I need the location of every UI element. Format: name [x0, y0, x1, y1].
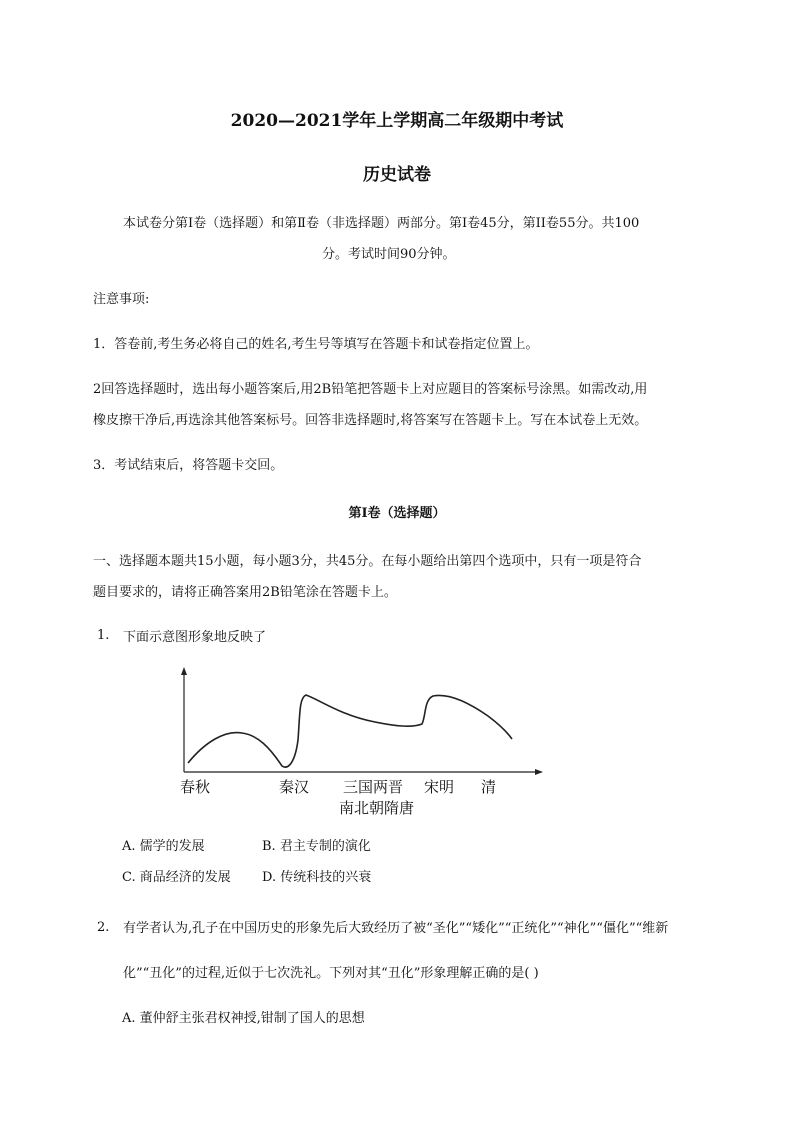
question-2-number: 2.	[97, 920, 110, 935]
notice-item-3: 3．考试结束后，将答题卡交回。	[93, 458, 284, 473]
exam-title: 2020—2021学年上学期高二年级期中考试	[230, 111, 564, 131]
question-1-text: 下面示意图形象地反映了	[123, 630, 267, 645]
section-desc-line-1: 一、选择题本题共15小题，每小题3分，共45分。在每小题给出第四个选项中，只有一项是符合	[93, 554, 642, 569]
q1-option-d: D. 传统科技的兴衰	[262, 870, 372, 885]
exam-subtitle: 历史试卷	[363, 165, 431, 185]
x-label-nanbeichao: 南北朝隋唐	[339, 799, 415, 817]
q1-option-c: C. 商品经济的发展	[122, 870, 231, 885]
x-label-chunqiu: 春秋	[180, 778, 211, 796]
x-axis	[184, 769, 543, 775]
notice-item-2-line-1: 2回答选择题时，选出每小题答案后,用2B铅笔把答题卡上对应题目的答案标号涂黑。如需改动,用	[93, 382, 648, 397]
q2-option-a: A. 董仲舒主张君权神授,钳制了国人的思想	[122, 1011, 365, 1026]
x-label-sanguo: 三国两晋	[343, 778, 404, 796]
y-axis	[181, 667, 187, 772]
x-label-qinhan: 秦汉	[279, 778, 310, 796]
x-label-qing: 清	[481, 778, 497, 796]
section-desc-line-2: 题目要求的，请将正确答案用2B铅笔涂在答题卡上。	[93, 585, 397, 600]
trend-curve	[188, 695, 512, 767]
question-2-text-line-1: 有学者认为,孔子在中国历史的形象先后大致经历了被“圣化”“矮化”“正统化”“神化”“僵化”“维新	[123, 921, 669, 936]
notice-heading: 注意事项:	[93, 292, 150, 307]
notice-item-2-line-2: 橡皮擦干净后,再选涂其他答案标号。回答非选择题时,将答案写在答题卡上。写在本试卷上无效。	[93, 413, 648, 428]
intro-line-1: 本试卷分第Ⅰ卷（选择题）和第Ⅱ卷（非选择题）两部分。第Ⅰ卷45分，第II卷55分。共100	[123, 216, 640, 231]
question-2-text-line-2: 化”“丑化”的过程,近似于七次洗礼。下列对其“丑化”形象理解正确的是( )	[123, 966, 539, 981]
section-heading: 第Ⅰ卷（选择题）	[348, 506, 446, 521]
trend-chart	[150, 660, 570, 830]
intro-line-2: 分。考试时间90分钟。	[322, 247, 456, 262]
notice-item-1: 1．答卷前,考生务必将自己的姓名,考生号等填写在答题卡和试卷指定位置上。	[93, 337, 539, 352]
x-label-songming: 宋明	[424, 778, 455, 796]
q1-option-b: B. 君主专制的演化	[262, 839, 371, 854]
question-1-number: 1.	[97, 628, 110, 643]
q1-option-a: A. 儒学的发展	[122, 839, 205, 854]
